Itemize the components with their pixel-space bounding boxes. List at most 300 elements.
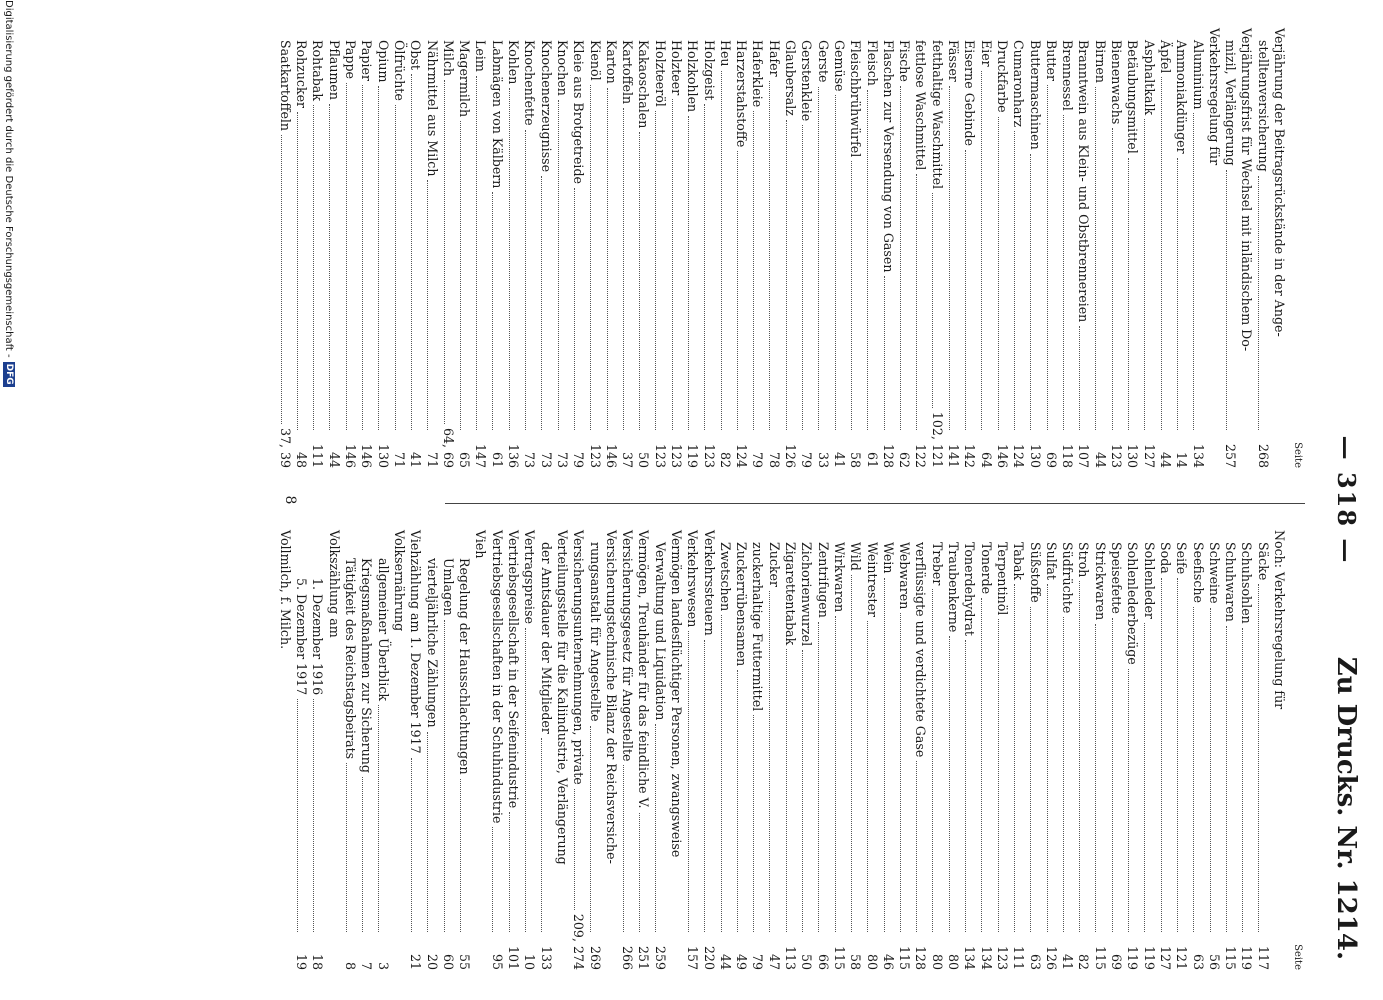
index-entry-label: Vieh [473,530,489,559]
dot-leader [362,85,363,430]
index-entry-page: 58 [848,953,864,970]
dot-leader [590,85,591,430]
index-entry [700,28,716,468]
dot-leader [884,276,885,430]
index-entry [309,530,325,970]
dot-leader [835,95,836,430]
dot-leader [574,188,575,430]
index-entry [814,530,830,970]
index-entry [896,530,912,970]
index-entry-label: Tonerde [978,542,994,595]
index-entry-page: 19 [294,953,310,970]
index-entry [570,530,586,970]
index-entry-label: Branntwein aus Klein- und Obstbrennereien [1076,40,1092,323]
index-entry [717,28,733,468]
dot-leader [737,670,738,932]
index-entry-label: Opium [375,40,391,83]
dot-leader [427,180,428,430]
dot-leader [1144,623,1145,932]
index-entry-label: verflüssigte und verdichtete Gase [913,542,929,758]
index-entry-page: 141 [946,443,962,468]
index-entry-page: 55 [457,953,473,970]
index-entry-page: 146 [994,443,1010,468]
dot-leader [1030,607,1031,932]
index-entry-page: 61 [864,451,880,468]
index-entry [619,530,635,970]
index-entry-label: Kartoffeln [620,40,636,105]
dot-leader [737,151,738,430]
index-entry [521,28,537,468]
dot-leader [672,99,673,430]
index-entry-page: 126 [1043,945,1059,970]
index-entry-page: 128 [913,945,929,970]
index-entry-label: Pflaumen [326,40,342,100]
index-entry-label: Gemüse [831,40,847,92]
dot-leader [753,715,754,932]
index-entry [1108,530,1124,970]
dot-leader [753,111,754,430]
index-entry-page: 41 [408,451,424,468]
index-entry-label: Butter [1043,40,1059,81]
index-entry [423,28,439,468]
index-entry [1026,530,1042,970]
index-entry-page: 73 [522,451,538,468]
index-entry-label: Buttermaschinen [1027,40,1043,150]
index-entry-label: Vertriebsgesellschaft in der Seifenindustrie [506,530,522,809]
index-entry [945,530,961,970]
index-entry [358,530,374,970]
index-entry-page: 268 [1255,443,1271,468]
index-entry-page: 101 [506,945,522,970]
index-entry-label: Birnen [1092,40,1108,83]
dot-leader [1258,584,1259,932]
dot-leader [1193,607,1194,932]
index-entry-label: Säcke [1255,542,1271,581]
index-entry [814,28,830,468]
index-entry [488,28,504,468]
index-entry [994,530,1010,970]
index-entry [1271,28,1287,468]
index-entry-label: Knochenerzeugnisse [538,40,554,173]
index-entries-left [277,28,1287,468]
index-entry [928,530,944,970]
index-entry-page: 146 [343,443,359,468]
index-entry-label: Haferkleie [750,40,766,108]
dot-leader [998,619,999,932]
index-entry-page: 14 [1174,451,1190,468]
index-entry [1189,530,1205,970]
dot-leader [770,591,771,932]
dot-leader [818,87,819,430]
index-entry [700,530,716,970]
dot-leader [916,174,917,430]
dot-leader [509,812,510,932]
index-entry [1206,530,1222,970]
index-entry-label: Sulfat [1043,542,1059,580]
index-entry-page: 113 [783,945,799,970]
index-entry-label: Stroh [1076,542,1092,578]
index-entry [342,530,358,970]
dot-leader [362,777,363,932]
dot-leader [1258,176,1259,430]
index-entry-label: Karton [603,40,619,84]
index-entry [684,530,700,970]
index-entry-label: Flaschen zur Versendung von Gasen [880,40,896,273]
index-entry-page: 37 [620,451,636,468]
index-entry-page: 147 [473,443,489,468]
index-entry-label: Zwetschen [717,542,733,612]
index-entry [1206,28,1222,468]
page-number: — 318 — [1332,435,1361,565]
index-entry [961,28,977,468]
column-divider [445,503,1305,504]
index-entry-label: Holzgeist [701,40,717,101]
dot-leader [851,161,852,430]
index-entry [1124,530,1140,970]
dot-leader [998,117,999,430]
index-entry-page: 10 [522,953,538,970]
index-entry [847,530,863,970]
index-entry-page: 60 [440,953,456,970]
index-entry [603,28,619,468]
dot-leader [1193,113,1194,430]
index-entry [733,28,749,468]
index-entry-page: 79 [799,451,815,468]
index-entry-page: 146 [603,443,619,468]
index-entry-label: Knochen [554,40,570,96]
index-entry-label: Speisefette [1109,542,1125,614]
index-entry-label: Wild [848,542,864,571]
dot-leader [329,104,330,430]
index-entry-label: Zucker [766,542,782,588]
index-entry [1059,28,1075,468]
index-entry [342,28,358,468]
dot-leader [313,105,314,430]
index-entry [440,530,456,970]
dot-leader [444,620,445,932]
index-entry-label: Verkehrswesen [685,530,701,628]
index-entry-page: 48 [294,451,310,468]
index-entry-label: Eier [978,40,994,67]
dot-leader [639,813,640,932]
index-entry-label: 5. Dezember 1917 [294,578,310,696]
index-entry-page: 209, 274 [571,913,587,970]
index-entry [570,28,586,468]
index-entry-label: Nährmittel aus Milch [424,40,440,177]
index-entry-label: Sohlenlederbezüge [1125,542,1141,665]
index-entry [896,28,912,468]
index-entry [325,530,341,970]
index-entry-page: 79 [750,953,766,970]
index-entry-label: Hafer [766,40,782,77]
dot-leader [786,120,787,430]
dot-leader [574,789,575,910]
index-entry-page: 47 [766,953,782,970]
dot-leader [1014,131,1015,430]
index-entry-page: 123 [587,443,603,468]
index-entry-page: 115 [1092,945,1108,970]
dot-leader [1030,154,1031,430]
index-entry-page: 123 [701,443,717,468]
index-entry-page: 130 [375,443,391,468]
dot-leader [623,108,624,430]
dot-leader [688,631,689,932]
index-entry-page: 134 [978,945,994,970]
index-entry-label: fettlose Waschmittel [913,40,929,171]
index-entry [733,530,749,970]
dot-leader [509,88,510,430]
index-entry-page: 33 [815,451,831,468]
dot-leader [884,578,885,932]
index-entry-label: allgemeiner Überblick [375,558,391,702]
index-entry-label: Magermilch [457,40,473,118]
index-entry [1059,530,1075,970]
index-entry-label: rungsanstalt für Angestellte [587,542,603,722]
dot-leader [981,598,982,932]
index-entry-label: Vermögen, Treuhänder für das feindliche V. [636,530,652,809]
index-entry-page: 82 [717,451,733,468]
index-entry-label: der Amtsdauer der Mitglieder [538,542,554,734]
dfg-logo: DFG [4,363,14,385]
index-entry-label: Wirkwaren [831,542,847,613]
index-entry-label: Sohlenleder [1141,542,1157,619]
index-entry-page: 269 [587,945,603,970]
dot-leader [1210,608,1211,932]
index-entry [1140,28,1156,468]
index-entries-right [277,530,1287,970]
index-column-right [277,530,1303,970]
index-entry-page: 111 [310,443,326,468]
index-entry [1010,530,1026,970]
index-entry-page: 44 [1092,451,1108,468]
index-entry [456,530,472,970]
index-entry-page: 95 [489,953,505,970]
dot-leader [1014,584,1015,932]
index-entry [928,28,944,468]
index-entry-label: Schweine [1206,542,1222,604]
index-entry-page: 58 [848,451,864,468]
dot-leader [1063,617,1064,932]
index-entry-label: Fleischbrühwürfel [848,40,864,158]
index-entry-page: 37, 39 [277,427,293,468]
dot-leader [346,763,347,932]
dot-leader [802,650,803,932]
index-entry [749,28,765,468]
dot-leader [590,726,591,932]
index-entry-page: 123 [652,443,668,468]
index-entry-page: 46 [880,953,896,970]
dot-leader [1079,326,1080,430]
index-entry [1124,28,1140,468]
index-entry-page: 8 [343,961,359,970]
index-entry-page: 107 [1076,443,1092,468]
index-entry [505,530,521,970]
index-entry [961,530,977,970]
index-entry-page: 259 [652,945,668,970]
index-entry-page: 56 [1206,953,1222,970]
index-entry-page: 119 [685,443,701,468]
index-entry [863,28,879,468]
dot-leader [655,724,656,932]
index-entry-page: 142 [962,443,978,468]
dot-leader [1047,584,1048,932]
index-entry-label: Betäubungsmittel [1125,40,1141,154]
index-entry-page: 71 [424,451,440,468]
dot-leader [1079,581,1080,932]
index-entry-label: Glaubersalz [783,40,799,116]
index-entry-label: Leim [473,40,489,72]
dot-leader [704,640,705,932]
index-entry-label: Kleie aus Brotgetreide [571,40,587,184]
index-entry [1173,28,1189,468]
index-entry-page: 61 [489,451,505,468]
dot-leader [460,779,461,932]
dot-leader [1112,128,1113,430]
index-entry-label: 1. Dezember 1916 [310,578,326,696]
index-entry-page: 119 [1141,945,1157,970]
dot-leader [802,125,803,430]
index-entry [1254,28,1270,468]
index-entry-page: 133 [538,945,554,970]
index-entry-page: 73 [554,451,570,468]
digitization-credit [2,0,16,1000]
index-entry-label: Papier [359,40,375,81]
index-entry-label: Zigarettentabak [783,542,799,646]
index-entry-page: 79 [750,451,766,468]
index-entry-label: Südfrüchte [1060,542,1076,614]
index-entry [635,530,651,970]
dot-leader [1242,628,1243,932]
index-entry-page: 122 [913,443,929,468]
index-entry-page: 69 [1043,451,1059,468]
index-entry-label: Zichorienwurzel [799,542,815,647]
index-entry-page: 50 [636,451,652,468]
index-entry-page: 118 [1060,443,1076,468]
index-entry-page: 64, 69 [440,427,456,468]
index-entry-label: Kohlen [506,40,522,85]
index-entry [1043,530,1059,970]
index-entry [407,530,423,970]
seite-label: Seite [1292,442,1303,468]
dot-leader [835,616,836,932]
index-entry-page: 71 [391,451,407,468]
index-entry [782,530,798,970]
index-entry-label: Seefische [1190,542,1206,604]
index-entry [1254,530,1270,970]
index-entry-page: 130 [1125,443,1141,468]
index-entry [1075,530,1091,970]
index-entry [472,530,488,970]
dot-leader [900,613,901,932]
index-entry-label: Aluminium [1190,40,1206,110]
index-entry-label: mizil, Verlängerung [1223,40,1239,166]
dot-leader [900,86,901,430]
index-entry-label: Treber [929,542,945,586]
index-entry [831,530,847,970]
index-entry [1271,530,1287,970]
index-entry [505,28,521,468]
index-entry-label: Vollmilch, f. Milch. [277,530,293,650]
dot-leader [1161,578,1162,932]
index-entry-label: Vertragspreise [522,530,538,625]
dot-leader [313,699,314,932]
index-entry-label: Versicherungsgesetz für Angestellte [620,530,636,762]
dot-leader [460,121,461,430]
index-entry [717,530,733,970]
index-entry [766,530,782,970]
index-entry-label: Tätigkeit des Reichstagsbeirats [343,558,359,760]
index-entry-page: 65 [457,451,473,468]
index-entry [863,530,879,970]
index-entry-label: Noch: Verkehrsregelung für [1272,530,1287,710]
index-entry-page: 3 [375,961,391,970]
index-entry-label: Milch [440,40,456,77]
index-entry [1091,28,1107,468]
dot-leader [867,621,868,932]
dot-leader [721,615,722,932]
index-entry [977,28,993,468]
index-entry-page: 146 [359,443,375,468]
index-entry [766,28,782,468]
index-entry-label: Fische [897,40,913,82]
index-entry-page: 124 [1011,443,1027,468]
dot-leader [541,738,542,932]
index-entry [1108,28,1124,468]
dot-leader [1095,624,1096,932]
index-entry [798,28,814,468]
index-entry [537,28,553,468]
index-entry-page: 73 [538,451,554,468]
index-entry-page: 18 [310,953,326,970]
dot-leader [965,150,966,430]
dot-leader [639,132,640,430]
index-entry-label: Holzkohlen [685,40,701,113]
index-entry-label: fetthaltige Waschmittel [929,40,945,190]
index-entry [880,28,896,468]
index-entry-label: Versicherungstechnische Bilanz der Reichsversiche- [603,530,619,864]
index-entry [391,28,407,468]
index-entry-label: Heu [717,40,733,67]
index-entry-label: Schuhsohlen [1239,542,1255,624]
index-entry-page: 127 [1141,443,1157,468]
index-entry-label: Verjährungsfrist für Wechsel mit inländischem Do- [1239,28,1255,352]
index-entry [537,530,553,970]
index-entry-label: Bienenwachs [1109,40,1125,125]
page-header [1321,30,1361,970]
index-entry [1157,530,1173,970]
index-entry-label: Strickwaren [1092,542,1108,621]
index-entry [619,28,635,468]
index-entry-page: 49 [734,953,750,970]
dot-leader [932,589,933,932]
index-entry-label: Kakaoschalen [636,40,652,129]
dot-leader [981,71,982,430]
index-entry-label: Kriegsmaßnahmen zur Sicherung [359,558,375,773]
index-entry-label: Versicherungsunternehmungen, private [571,530,587,785]
index-entry-label: Fässer [946,40,962,82]
dot-leader [867,90,868,430]
dot-leader [1177,578,1178,932]
index-entry [847,28,863,468]
seite-label: Seite [1292,944,1303,970]
index-entry [603,530,619,970]
dot-leader [492,192,493,430]
index-entry-page: 157 [685,945,701,970]
index-entry-page: 266 [620,945,636,970]
dot-leader [525,628,526,932]
index-entry-page: 123 [669,443,685,468]
index-entry-page: 20 [424,953,440,970]
